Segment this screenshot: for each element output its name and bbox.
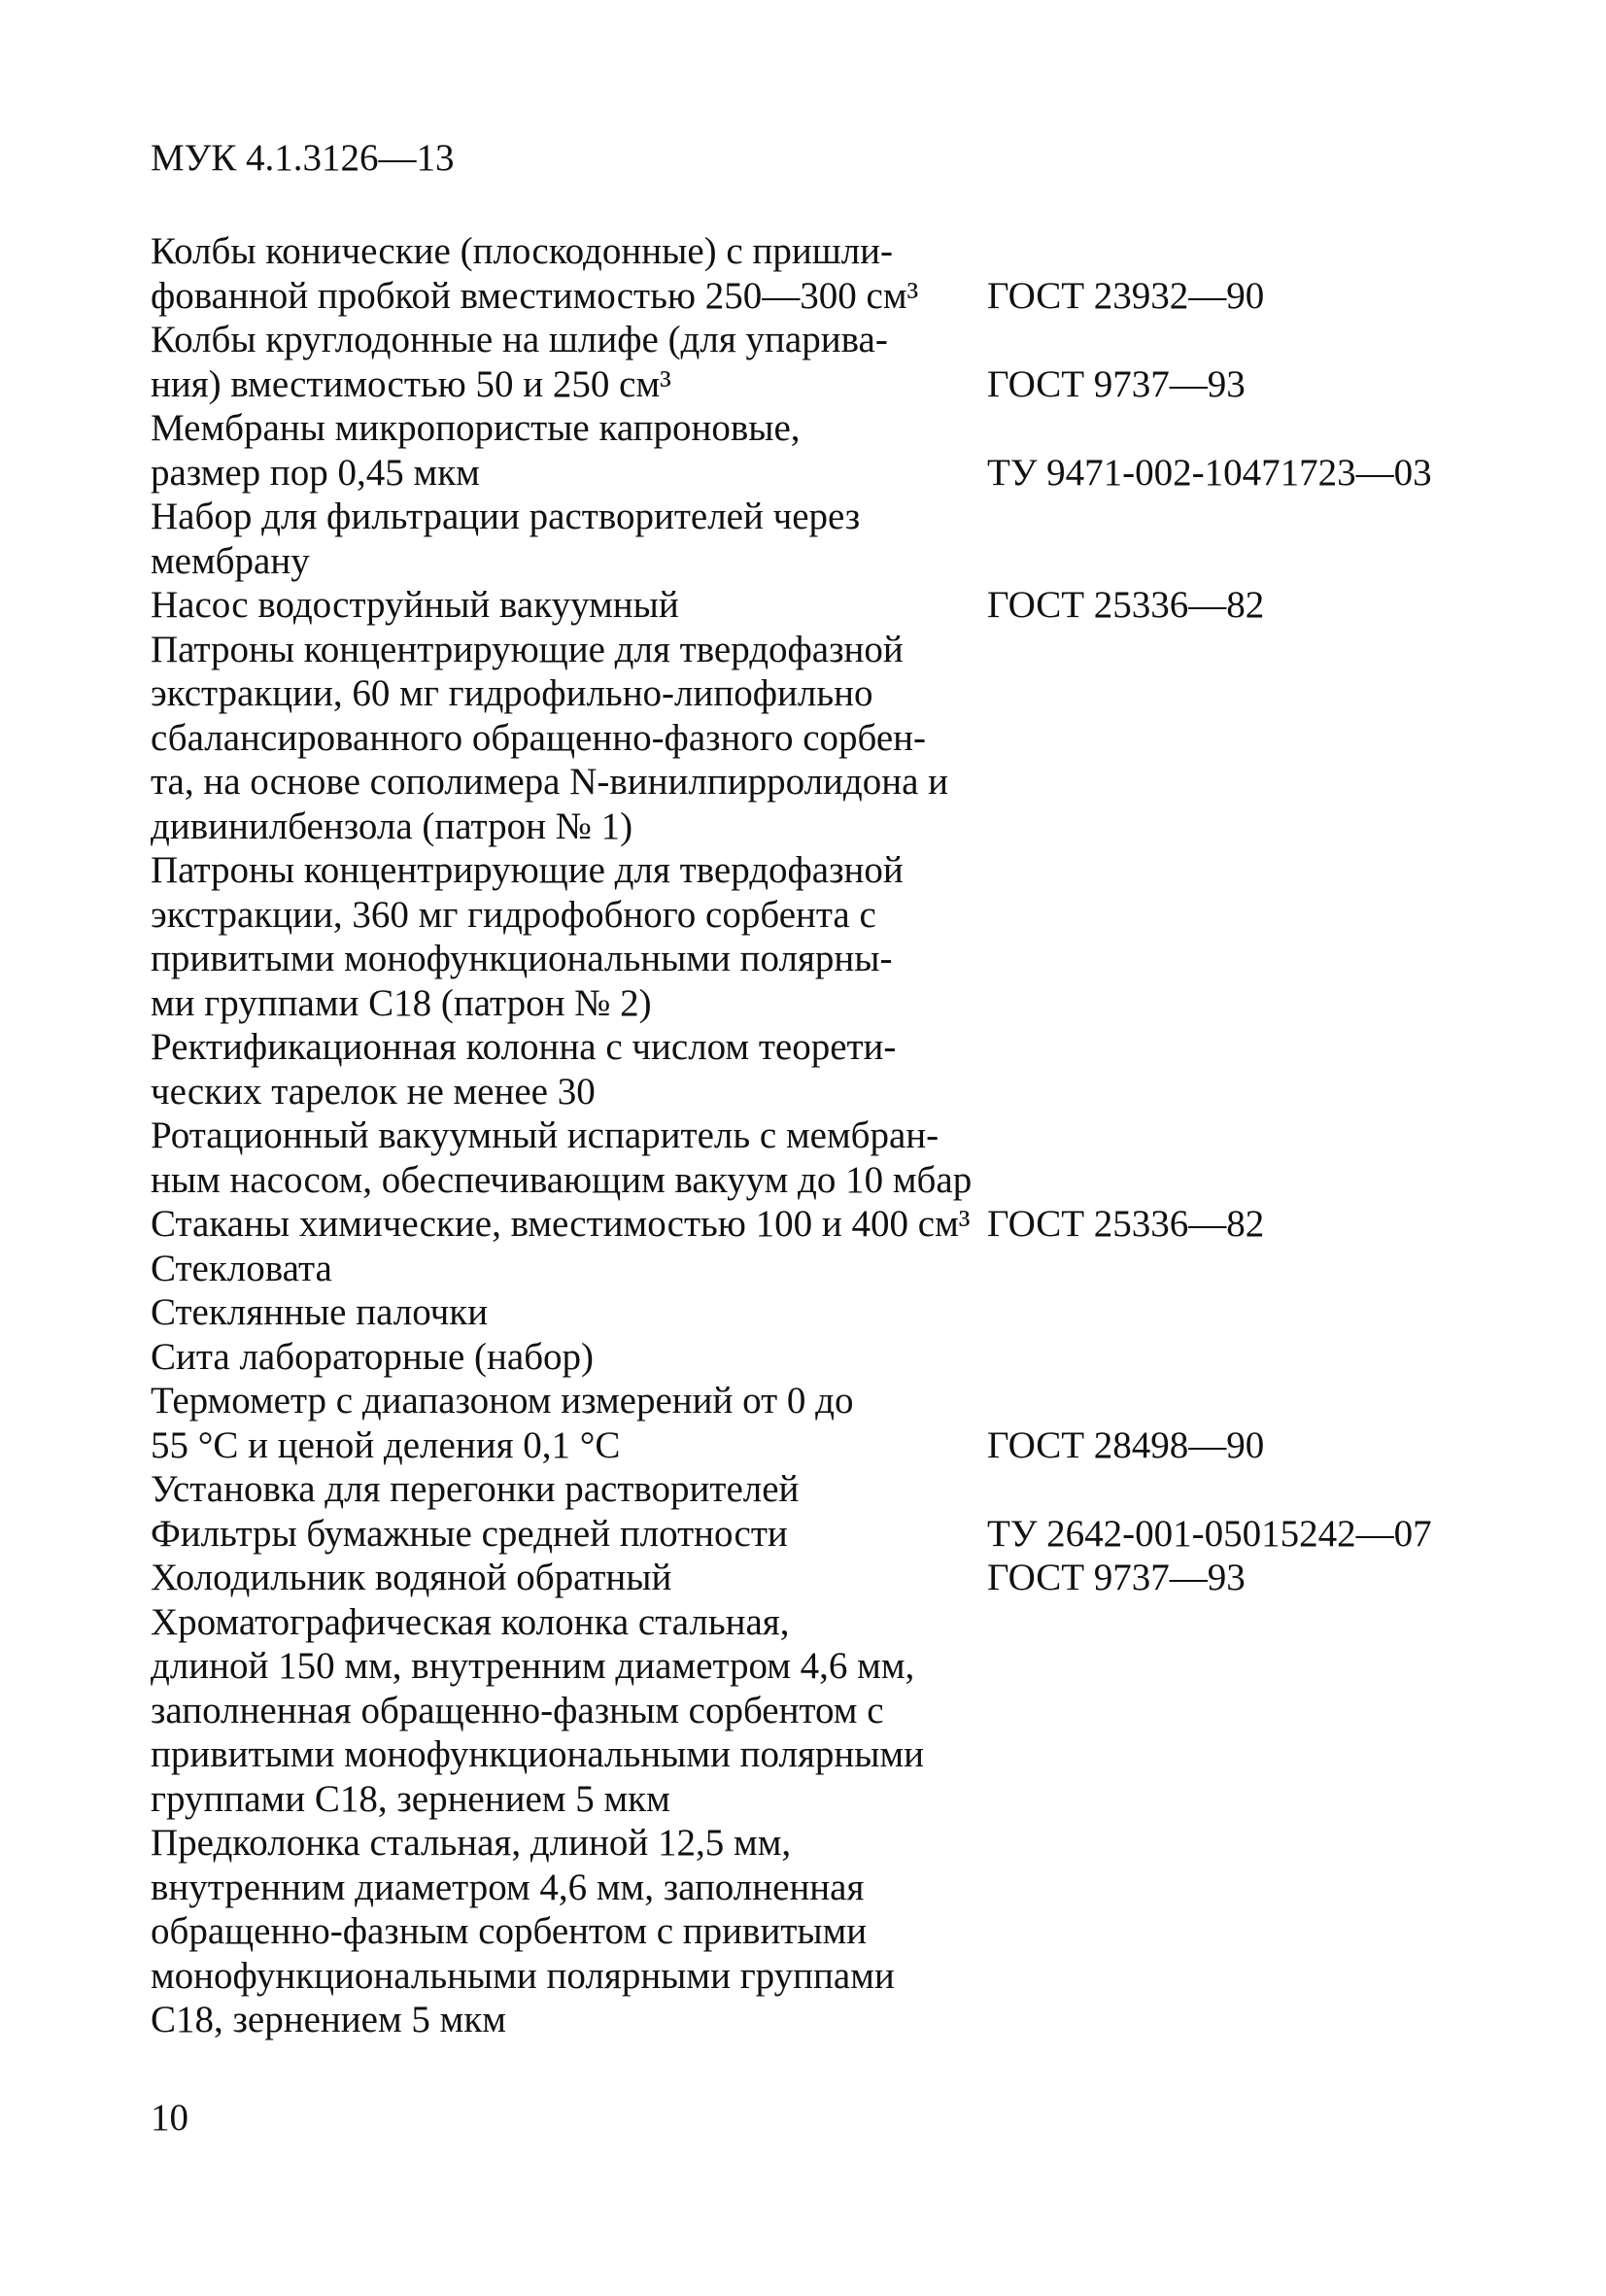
item-name: Насос водоструйный вакуумный bbox=[151, 584, 679, 626]
list-item bbox=[151, 1821, 1530, 2042]
item-name: Колбы конические (плоскодонные) с пришли- фованной пробкой вместимостью 250—300 см³ bbox=[151, 230, 919, 317]
item-name: Стеклянные палочки bbox=[151, 1291, 489, 1333]
list-item bbox=[151, 628, 1530, 849]
list-item bbox=[151, 1600, 1530, 1822]
item-name: Набор для фильтрации растворителей через мембрану bbox=[151, 496, 861, 582]
list-item bbox=[151, 1379, 1530, 1467]
item-standard: ТУ 2642-001-05015242—07 bbox=[987, 1512, 1432, 1555]
item-name: Хроматографическая колонка стальная, длиной 150 мм, внутренним диаметром 4,6 мм, заполненная обращенно-фазным сорбентом с привитыми монофункциональными полярными группами С18, зернением 5 мкм bbox=[151, 1600, 925, 1820]
item-name: Мембраны микропористые капроновые, размер пор 0,45 мкм bbox=[151, 407, 801, 494]
page-number: 10 bbox=[151, 2097, 188, 2139]
list-item bbox=[151, 1467, 1530, 1512]
list-item bbox=[151, 229, 1530, 318]
item-name: Колбы круглодонные на шлифе (для упарива- ния) вместимостью 50 и 250 см³ bbox=[151, 319, 888, 405]
item-name: Патроны концентрирующие для твердофазной экстракции, 360 мг гидрофобного сорбента с привитыми монофункциональными полярны- ми группами С18 (патрон № 2) bbox=[151, 849, 904, 1024]
list-item bbox=[151, 1335, 1530, 1380]
list-item bbox=[151, 1114, 1530, 1202]
list-item bbox=[151, 1247, 1530, 1291]
list-item bbox=[151, 583, 1530, 628]
item-name: Стаканы химические, вместимостью 100 и 400 см³ bbox=[151, 1203, 971, 1245]
list-item bbox=[151, 1556, 1530, 1600]
list-item bbox=[151, 1025, 1530, 1114]
item-standard: ТУ 9471-002-10471723—03 bbox=[987, 451, 1432, 494]
item-name: Установка для перегонки растворителей bbox=[151, 1468, 800, 1510]
item-name: Предколонка стальная, длиной 12,5 мм, внутренним диаметром 4,6 мм, заполненная обращенно-фазным сорбентом с привитыми монофункциональными полярными группами С18, зернением 5 мкм bbox=[151, 1822, 895, 2040]
item-name: Фильтры бумажные средней плотности bbox=[151, 1512, 788, 1555]
list-item bbox=[151, 1290, 1530, 1335]
list-item bbox=[151, 318, 1530, 406]
list-item bbox=[151, 406, 1530, 495]
item-name: Патроны концентрирующие для твердофазной экстракции, 60 мг гидрофильно-липофильно сбалансированного обращенно-фазного сорбен- та, на основе сополимера N-винилпирролидона и дивинилбензола (патрон № 1) bbox=[151, 628, 949, 847]
item-standard: ГОСТ 25336—82 bbox=[987, 1203, 1265, 1245]
item-standard: ГОСТ 25336—82 bbox=[987, 584, 1265, 626]
item-name: Термометр с диапазоном измерений от 0 до 55 °С и ценой деления 0,1 °С bbox=[151, 1380, 854, 1466]
document-header: МУК 4.1.3126—13 bbox=[151, 137, 455, 179]
list-item bbox=[151, 1512, 1530, 1557]
list-item bbox=[151, 495, 1530, 583]
item-standard: ГОСТ 23932—90 bbox=[987, 274, 1265, 317]
item-name: Ректификационная колонна с числом теорети- ческих тарелок не менее 30 bbox=[151, 1026, 897, 1113]
list-item bbox=[151, 1202, 1530, 1247]
item-name: Стекловата bbox=[151, 1247, 332, 1289]
item-standard: ГОСТ 9737—93 bbox=[987, 1557, 1246, 1598]
equipment-list bbox=[151, 229, 1530, 2042]
item-name: Сита лабораторные (набор) bbox=[151, 1335, 595, 1378]
item-standard: ГОСТ 28498—90 bbox=[987, 1423, 1265, 1466]
item-name: Ротационный вакуумный испаритель с мембран- ным насосом, обеспечивающим вакуум до 10 мбар bbox=[151, 1114, 973, 1201]
item-name: Холодильник водяной обратный bbox=[151, 1557, 672, 1598]
item-standard: ГОСТ 9737—93 bbox=[987, 362, 1246, 405]
list-item bbox=[151, 848, 1530, 1025]
